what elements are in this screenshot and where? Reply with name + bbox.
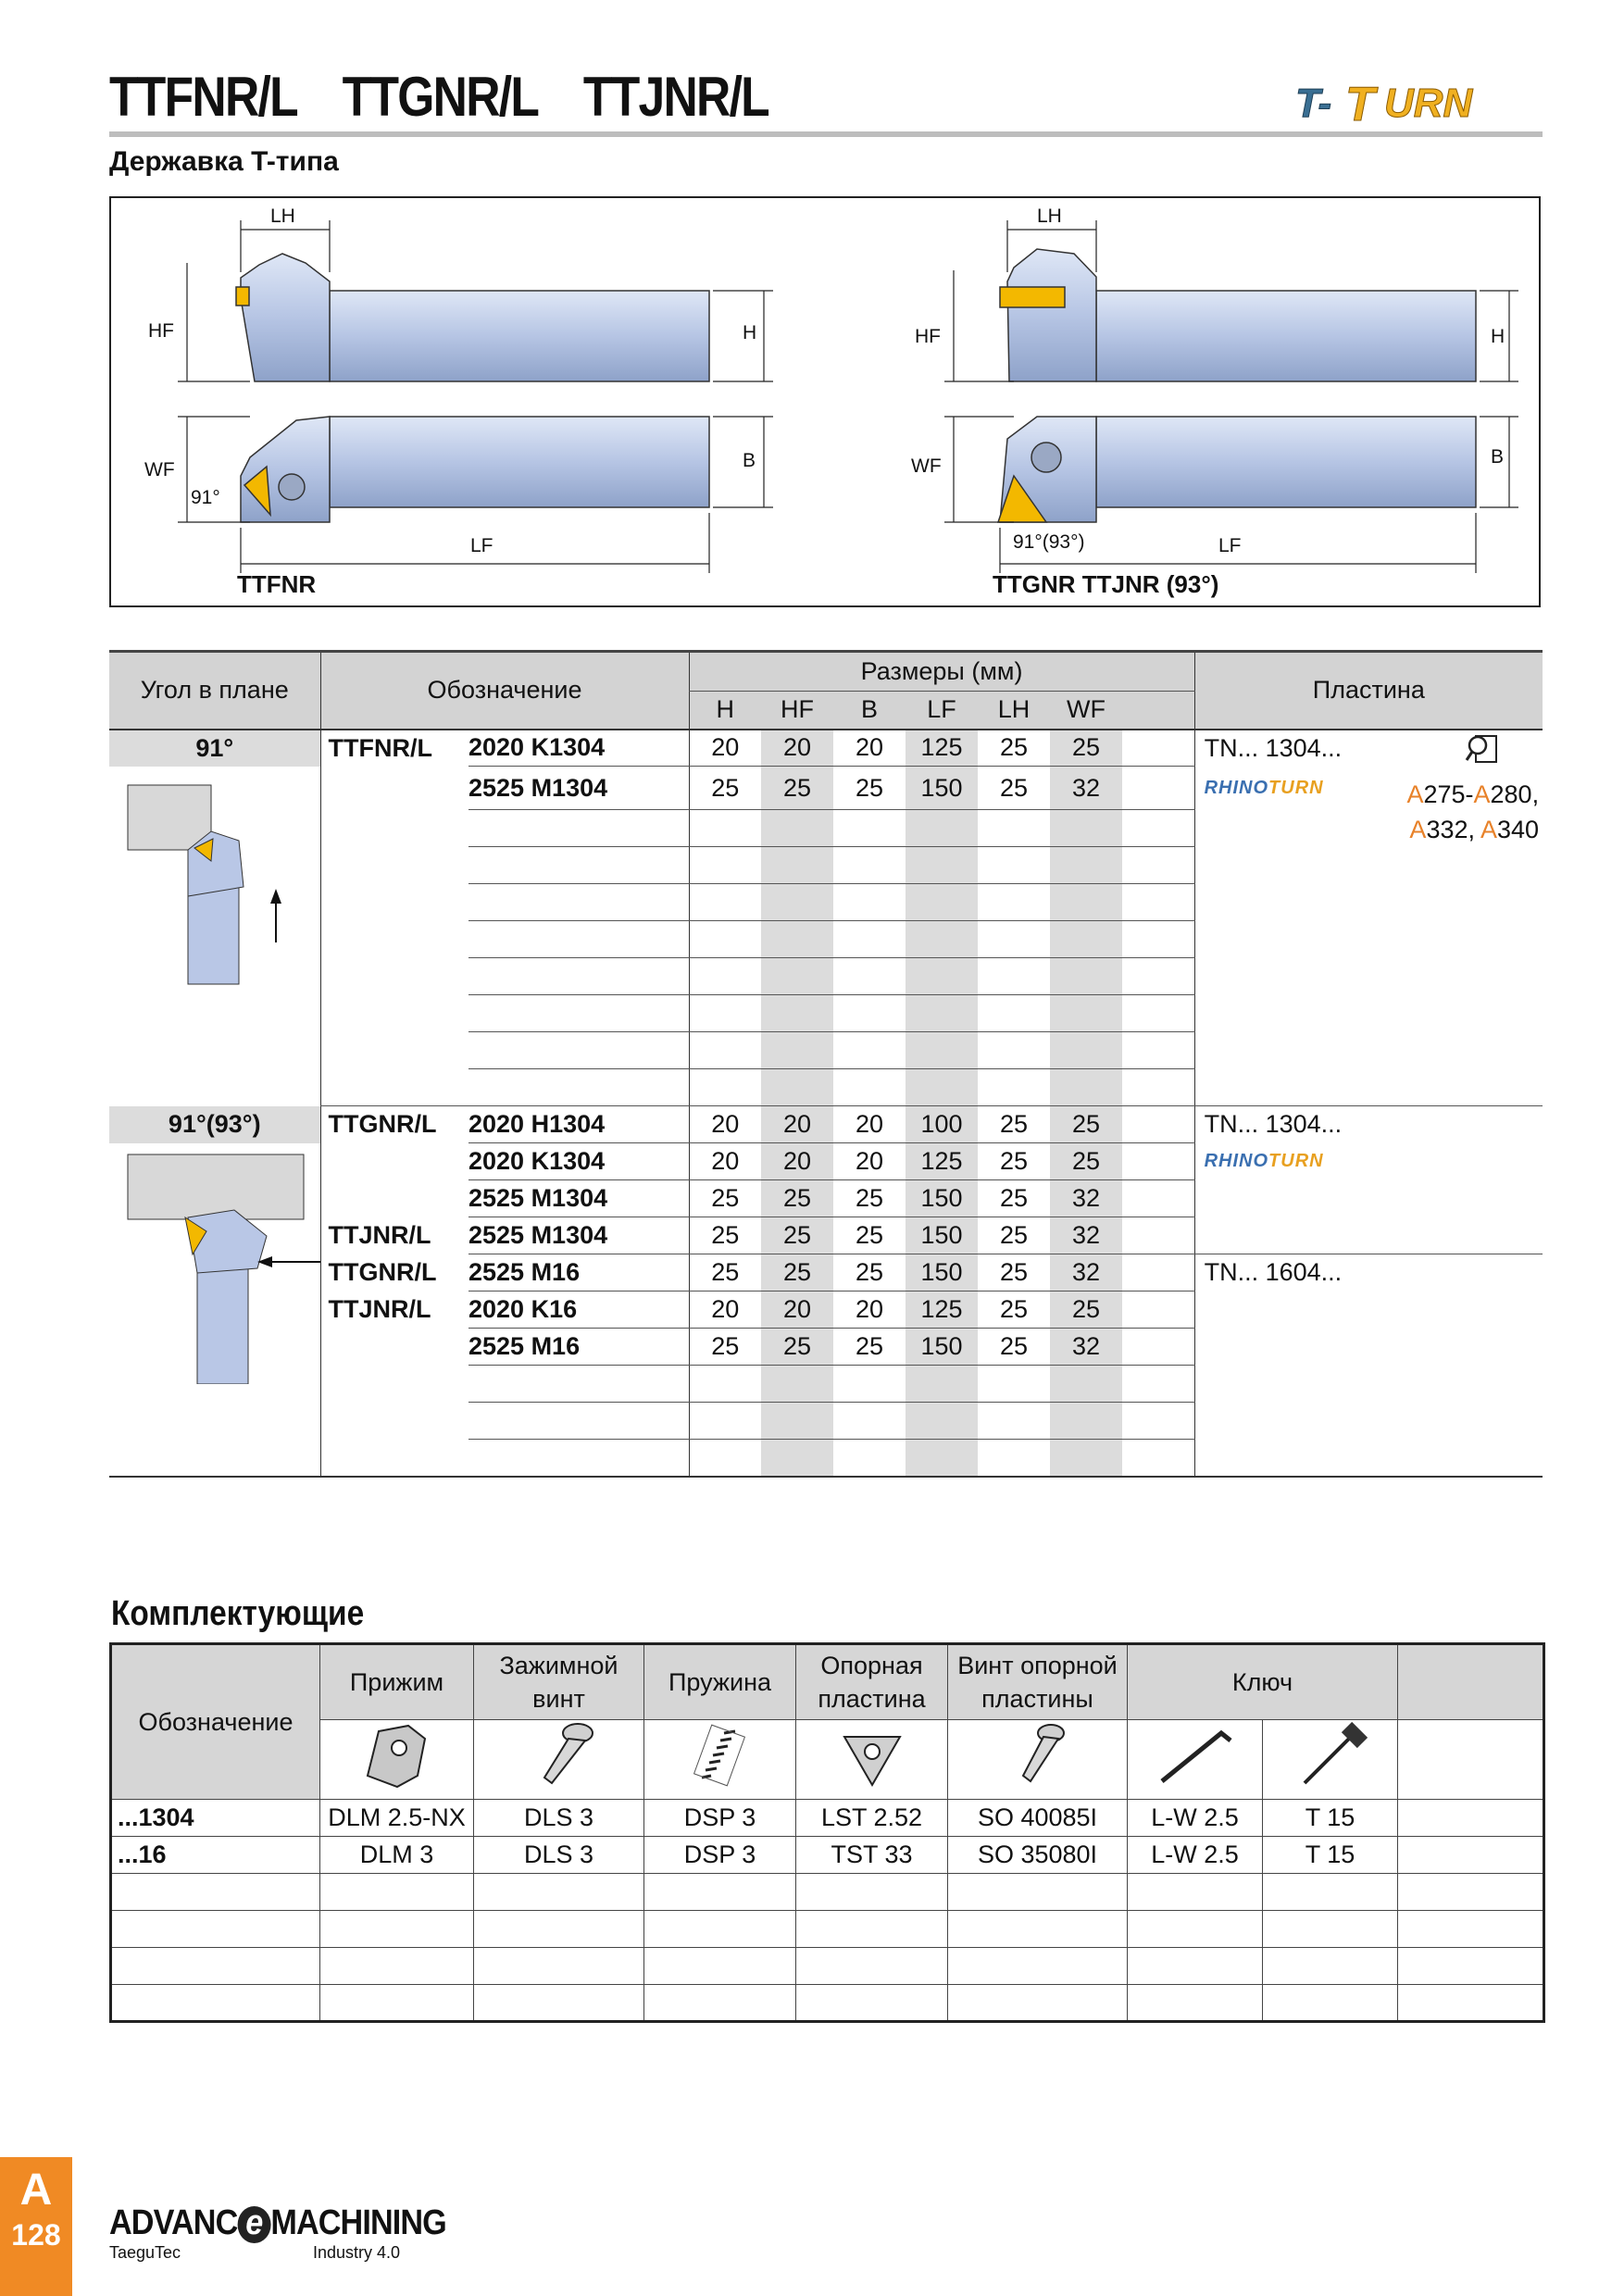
dim-value: 125 xyxy=(906,1292,978,1329)
dim-value: 20 xyxy=(689,1143,761,1180)
left-side-view xyxy=(236,254,709,381)
caption-right: TTGNR TTJNR (93°) xyxy=(993,570,1219,598)
angle-91-93-sketch xyxy=(109,1143,320,1477)
dim-value: 20 xyxy=(833,1292,906,1329)
acc-col-shim-screw xyxy=(948,1644,1128,1720)
dim-value: 100 xyxy=(906,1106,978,1143)
svg-text:URN: URN xyxy=(1384,81,1473,126)
dim-value: 25 xyxy=(978,1180,1050,1217)
logo-part: ADVANC xyxy=(109,2203,238,2242)
dim-value: 150 xyxy=(906,1254,978,1292)
acc-cell: T 15 xyxy=(1263,1800,1398,1837)
title-part: TTFNR/L xyxy=(109,66,297,128)
code: 2525 M1304 xyxy=(468,767,689,810)
dim-value: 25 xyxy=(761,767,833,810)
dim-h-right: H xyxy=(1491,326,1505,347)
ref-letter: A xyxy=(1406,780,1424,808)
dim-value: 25 xyxy=(978,1292,1050,1329)
title-part: TTGNR/L xyxy=(342,66,539,128)
dim-value: 20 xyxy=(761,1143,833,1180)
acc-cell: DLS 3 xyxy=(474,1837,644,1874)
rhino-turn-logo xyxy=(1194,767,1368,810)
acc-col-clamp: Прижим xyxy=(320,1644,474,1720)
acc-cell: LST 2.52 xyxy=(796,1800,948,1837)
insert-ref: TN... 1604... xyxy=(1194,1254,1368,1292)
dim-value: 25 xyxy=(689,1254,761,1292)
dim-value: 20 xyxy=(833,1106,906,1143)
header-line: пластины xyxy=(981,1685,1093,1713)
dim-value: 25 xyxy=(1050,730,1122,767)
acc-col-designation: Обозначение xyxy=(111,1644,320,1800)
acc-col-shim xyxy=(796,1644,948,1720)
series-label: TTJNR/L xyxy=(320,1292,468,1329)
dim-b-right: B xyxy=(1491,446,1505,468)
shim-icon xyxy=(796,1720,948,1800)
dim-value: 20 xyxy=(689,1292,761,1329)
code: 2020 K1304 xyxy=(468,1143,689,1180)
dim-value: 20 xyxy=(761,730,833,767)
dim-h-header: H xyxy=(689,692,761,730)
dim-value: 25 xyxy=(978,730,1050,767)
angle-label-right: 91°(93°) xyxy=(1013,531,1085,553)
dim-value: 25 xyxy=(833,1180,906,1217)
magnifier-book-icon xyxy=(1465,730,1502,767)
rhino-turn-logo xyxy=(1194,1143,1368,1180)
holder-sketch-91 xyxy=(109,767,320,989)
dim-wf-right: WF xyxy=(911,455,942,477)
right-side-view xyxy=(1000,249,1476,381)
ref-number: 275- xyxy=(1423,780,1474,808)
dim-value: 25 xyxy=(1050,1292,1122,1329)
dim-value: 25 xyxy=(833,767,906,810)
dim-value: 20 xyxy=(761,1106,833,1143)
dim-value: 25 xyxy=(761,1180,833,1217)
caption-left: TTFNR xyxy=(237,570,317,598)
angle-91: 91° xyxy=(109,730,320,767)
header-line: пластина xyxy=(818,1685,926,1713)
acc-cell: DSP 3 xyxy=(644,1837,796,1874)
section-letter: A xyxy=(19,2165,53,2215)
col-insert: Пластина xyxy=(1194,652,1543,730)
series-label: TTGNR/L xyxy=(320,1106,468,1143)
brand-part: TURN xyxy=(1268,777,1324,798)
title-part: TTJNR/L xyxy=(582,66,768,128)
holder-sketch-93 xyxy=(109,1143,320,1384)
dim-value: 25 xyxy=(761,1254,833,1292)
torx-key-icon xyxy=(1263,1720,1398,1800)
brand-part: TURN xyxy=(1268,1151,1324,1171)
acc-cell: DSP 3 xyxy=(644,1800,796,1837)
allen-key-icon xyxy=(1128,1720,1263,1800)
dim-hf-header: HF xyxy=(761,692,833,730)
dim-value: 25 xyxy=(978,767,1050,810)
dim-value: 125 xyxy=(906,1143,978,1180)
dim-value: 25 xyxy=(1050,1106,1122,1143)
acc-cell: L-W 2.5 xyxy=(1128,1800,1263,1837)
dim-value: 32 xyxy=(1050,1254,1122,1292)
dim-value: 32 xyxy=(1050,1329,1122,1366)
dim-value: 125 xyxy=(906,730,978,767)
acc-cell: TST 33 xyxy=(796,1837,948,1874)
dim-value: 25 xyxy=(689,1329,761,1366)
series-label: TTGNR/L xyxy=(320,1254,468,1292)
insert-ref: TN... 1304... xyxy=(1194,1106,1368,1143)
page-title xyxy=(109,65,802,129)
code: 2525 M16 xyxy=(468,1329,689,1366)
ref-letter: A xyxy=(1473,780,1491,808)
dim-lh-left: LH xyxy=(270,206,295,227)
acc-cell: SO 40085I xyxy=(948,1800,1128,1837)
svg-text:T-: T- xyxy=(1295,81,1332,126)
dim-value: 150 xyxy=(906,1217,978,1254)
dim-value: 32 xyxy=(1050,1180,1122,1217)
dim-value: 25 xyxy=(833,1217,906,1254)
header-line: винт xyxy=(532,1685,585,1713)
header-line: Опорная xyxy=(820,1652,923,1679)
dim-lf-header: LF xyxy=(906,692,978,730)
dim-value: 25 xyxy=(689,1217,761,1254)
dim-value: 20 xyxy=(833,1143,906,1180)
series-ttfnr: TTFNR/L xyxy=(320,730,468,767)
spring-icon xyxy=(644,1720,796,1800)
insert-ref: TN... 1304... xyxy=(1194,730,1368,767)
ref-number: 332, xyxy=(1426,815,1480,843)
col-angle: Угол в плане xyxy=(109,652,320,730)
dim-value: 20 xyxy=(689,730,761,767)
dim-value: 25 xyxy=(1050,1143,1122,1180)
acc-col-screw xyxy=(474,1644,644,1720)
code: 2525 M16 xyxy=(468,1254,689,1292)
logo-sub-right: Industry 4.0 xyxy=(313,2243,401,2262)
dim-value: 25 xyxy=(761,1217,833,1254)
logo-e: e xyxy=(237,2206,270,2243)
dim-value: 150 xyxy=(906,1180,978,1217)
dim-value: 150 xyxy=(906,767,978,810)
ref-letter: A xyxy=(1409,815,1427,843)
dimension-lines xyxy=(178,220,1518,573)
ref-letter: A xyxy=(1480,815,1498,843)
accessories-table xyxy=(109,1642,1545,2023)
accessories-title: Комплектующие xyxy=(111,1594,365,1633)
title-rule xyxy=(109,131,1543,137)
logo-sub-left: TaeguTec xyxy=(109,2243,181,2262)
code: 2020 K1304 xyxy=(468,730,689,767)
brand-part: RHINO xyxy=(1204,1151,1269,1171)
dim-value: 25 xyxy=(689,1180,761,1217)
acc-cell: DLM 3 xyxy=(320,1837,474,1874)
logo-part: MACHINING xyxy=(270,2203,446,2242)
section-tab xyxy=(0,2157,72,2296)
shim-screw-icon xyxy=(948,1720,1128,1800)
col-designation: Обозначение xyxy=(320,652,689,730)
clamp-screw-icon xyxy=(474,1720,644,1800)
dim-value: 25 xyxy=(978,1143,1050,1180)
page-number: 128 xyxy=(11,2218,61,2252)
dim-value: 150 xyxy=(906,1329,978,1366)
dim-value: 25 xyxy=(978,1254,1050,1292)
holder-diagram xyxy=(109,196,1541,607)
dim-lh-right: LH xyxy=(1037,206,1062,227)
holder-drawings xyxy=(111,198,1543,609)
series-label: TTJNR/L xyxy=(320,1217,468,1254)
dim-value: 20 xyxy=(689,1106,761,1143)
holder-table xyxy=(109,650,1543,1478)
dim-hf-right: HF xyxy=(915,326,941,347)
dim-value: 25 xyxy=(689,767,761,810)
acc-cell: L-W 2.5 xyxy=(1128,1837,1263,1874)
dim-h-left: H xyxy=(743,322,757,343)
page-refs xyxy=(1368,730,1543,847)
header-line: Зажимной xyxy=(499,1652,618,1679)
dim-b-left: B xyxy=(743,450,756,471)
code: 2525 M1304 xyxy=(468,1217,689,1254)
subtitle: Державка T-типа xyxy=(109,146,339,177)
acc-cell: DLS 3 xyxy=(474,1800,644,1837)
dim-value: 32 xyxy=(1050,767,1122,810)
left-top-view xyxy=(241,417,709,522)
header-line: Винт опорной xyxy=(957,1652,1118,1679)
acc-designation: ...16 xyxy=(111,1837,320,1874)
code: 2020 H1304 xyxy=(468,1106,689,1143)
dim-value: 25 xyxy=(833,1329,906,1366)
clamp-icon xyxy=(320,1720,474,1800)
brand-part: RHINO xyxy=(1204,777,1269,798)
dim-value: 25 xyxy=(978,1106,1050,1143)
dim-value: 32 xyxy=(1050,1217,1122,1254)
ref-number: 280, xyxy=(1490,780,1540,808)
right-top-view xyxy=(998,417,1476,522)
dim-wf-left: WF xyxy=(144,459,175,480)
code: 2525 M1304 xyxy=(468,1180,689,1217)
advance-machining-logo xyxy=(109,2203,483,2264)
acc-col-key: Ключ xyxy=(1128,1644,1398,1720)
col-dimensions: Размеры (мм) xyxy=(689,652,1194,692)
dim-value: 25 xyxy=(978,1329,1050,1366)
acc-cell: SO 35080I xyxy=(948,1837,1128,1874)
dim-value: 20 xyxy=(833,730,906,767)
dim-lf-left: LF xyxy=(470,535,493,556)
t-turn-logo xyxy=(1292,76,1542,128)
acc-designation: ...1304 xyxy=(111,1800,320,1837)
dim-value: 25 xyxy=(833,1254,906,1292)
dim-hf-left: HF xyxy=(148,320,174,342)
acc-cell: T 15 xyxy=(1263,1837,1398,1874)
acc-cell: DLM 2.5-NX xyxy=(320,1800,474,1837)
code: 2020 K16 xyxy=(468,1292,689,1329)
dim-value: 25 xyxy=(978,1217,1050,1254)
dim-value: 20 xyxy=(761,1292,833,1329)
angle-label-left: 91° xyxy=(191,487,220,508)
acc-col-spring: Пружина xyxy=(644,1644,796,1720)
dim-wf-header: WF xyxy=(1050,692,1122,730)
dim-lf-right: LF xyxy=(1218,535,1242,556)
svg-text:T: T xyxy=(1345,78,1375,128)
dim-lh-header: LH xyxy=(978,692,1050,730)
dim-b-header: B xyxy=(833,692,906,730)
angle-91-sketch xyxy=(109,767,320,1106)
ref-number: 340 xyxy=(1497,815,1540,843)
angle-91-93: 91°(93°) xyxy=(109,1106,320,1143)
dim-value: 25 xyxy=(761,1329,833,1366)
